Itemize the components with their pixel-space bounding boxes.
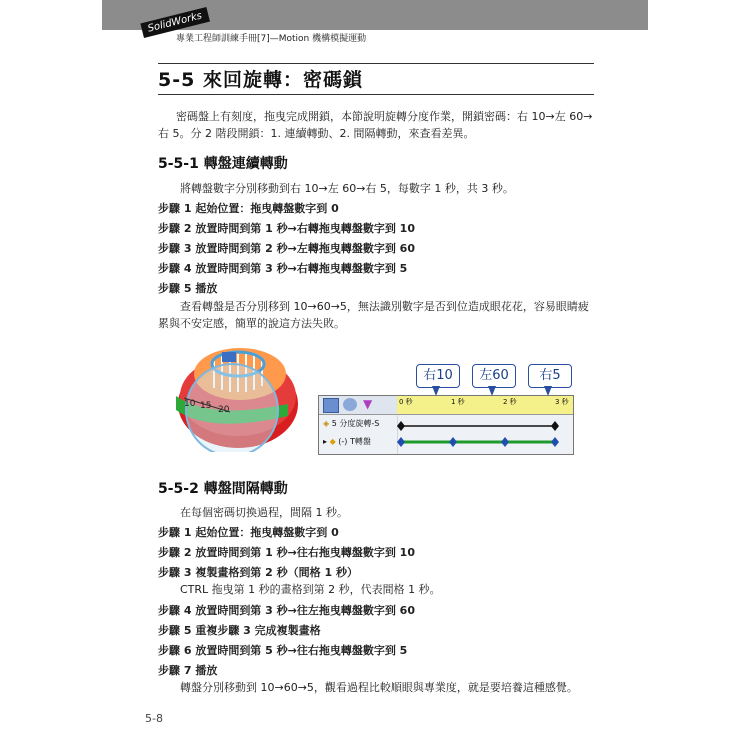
timeline-toolbar xyxy=(319,396,397,415)
time-label-3: 3 秒 xyxy=(555,398,569,406)
sub2-intro: 在每個密碼切換過程，間隔 1 秒。 xyxy=(180,506,348,519)
tree-row-assembly[interactable]: ◈ 5 分度旋轉-S xyxy=(323,419,380,428)
funnel-icon[interactable]: ▼ xyxy=(363,397,373,411)
subsection-title-1: 5-5-1 轉盤連續轉動 xyxy=(158,156,288,172)
title-rule-top xyxy=(158,63,594,64)
sub2-step-7: 步驟 7 播放 xyxy=(158,664,218,677)
keyframe-2 xyxy=(501,437,509,447)
time-label-0: 0 秒 xyxy=(399,398,413,406)
dial-tick-10: 10 xyxy=(184,399,196,409)
expand-arrow-icon[interactable]: ▸ xyxy=(323,437,328,446)
sub1-note-line-2: 累與不安定感，簡單的說這方法失敗。 xyxy=(158,317,345,330)
time-label-2: 2 秒 xyxy=(503,398,517,406)
keyframe-3 xyxy=(551,437,559,447)
sub2-step-4: 步驟 4 放置時間到第 3 秒→往左拖曳轉盤數字到 60 xyxy=(158,604,415,617)
dial-tick-15: 15 xyxy=(200,401,212,411)
callout-right-5: 右5 xyxy=(528,364,572,388)
sub1-intro: 將轉盤數字分別移動到右 10→左 60→右 5，每數字 1 秒，共 3 秒。 xyxy=(180,182,514,195)
sub1-note-line-1: 查看轉盤是否分別移到 10→60→5，無法識別數字是否到位造成眼花花，容易眼睛疲 xyxy=(180,300,589,313)
tree-row-dial[interactable]: ▸ ◆ (-) T轉盤 xyxy=(323,437,371,446)
intro-line-1: 密碼盤上有刻度，拖曳完成開鎖，本節說明旋轉分度作業，開鎖密碼：右 10→左 60→ xyxy=(176,110,593,123)
callout-right-10: 右10 xyxy=(416,364,460,388)
keyframe-top-3 xyxy=(551,421,559,431)
title-rule-bottom xyxy=(158,94,594,95)
sub2-step-1: 步驟 1 起始位置：拖曳轉盤數字到 0 xyxy=(158,526,339,539)
sub2-step-2: 步驟 2 放置時間到第 1 秒→往右拖曳轉盤數字到 10 xyxy=(158,546,415,559)
sub2-step-6: 步驟 6 放置時間到第 5 秒→往右拖曳轉盤數字到 5 xyxy=(158,644,408,657)
dial-tick-20: 20 xyxy=(218,405,230,415)
sub1-step-3: 步驟 3 放置時間到第 2 秒→左轉拖曳轉盤數字到 60 xyxy=(158,242,415,255)
sub1-step-2: 步驟 2 放置時間到第 1 秒→右轉拖曳轉盤數字到 10 xyxy=(158,222,415,235)
combination-dial-figure xyxy=(170,334,300,452)
motion-timeline-panel xyxy=(318,395,574,455)
sub2-ctrl-note: CTRL 拖曳第 1 秒的畫格到第 2 秒，代表間格 1 秒。 xyxy=(180,583,441,596)
page-number: 5-8 xyxy=(145,712,163,725)
keyframe-top-0 xyxy=(397,421,405,431)
sub1-step-5: 步驟 5 播放 xyxy=(158,282,218,295)
sub2-conclusion: 轉盤分別移動到 10→60→5，觀看過程比較順眼與專業度，就是要培養這種感覺。 xyxy=(180,681,578,694)
keyframe-track[interactable] xyxy=(397,414,573,454)
subsection-title-2: 5-5-2 轉盤間隔轉動 xyxy=(158,481,288,497)
sub1-step-4: 步驟 4 放置時間到第 3 秒→右轉拖曳轉盤數字到 5 xyxy=(158,262,408,275)
keyframe-0 xyxy=(397,437,405,447)
callout-left-60: 左60 xyxy=(472,364,516,388)
assembly-icon: ◈ xyxy=(323,419,330,428)
keyframe-1 xyxy=(449,437,457,447)
brand-tab: SolidWorks xyxy=(140,7,209,38)
sub2-step-5: 步驟 5 重複步驟 3 完成複製畫格 xyxy=(158,624,321,637)
filter-animation-icon[interactable] xyxy=(323,398,339,413)
sub1-step-1: 步驟 1 起始位置：拖曳轉盤數字到 0 xyxy=(158,202,339,215)
time-label-1: 1 秒 xyxy=(451,398,465,406)
sub2-step-3: 步驟 3 複製畫格到第 2 秒（間格 1 秒） xyxy=(158,566,358,579)
time-ruler[interactable] xyxy=(397,396,573,415)
intro-line-2: 右 5。分 2 階段開鎖：1. 連續轉動、2. 間隔轉動，來查看差異。 xyxy=(158,127,475,140)
header-subtitle: 專業工程師訓練手冊[7]—Motion 機構模擬運動 xyxy=(176,34,367,44)
section-title: 5-5 來回旋轉：密碼鎖 xyxy=(158,69,363,91)
part-icon: ◆ xyxy=(329,437,336,446)
gear-icon[interactable] xyxy=(343,398,357,411)
